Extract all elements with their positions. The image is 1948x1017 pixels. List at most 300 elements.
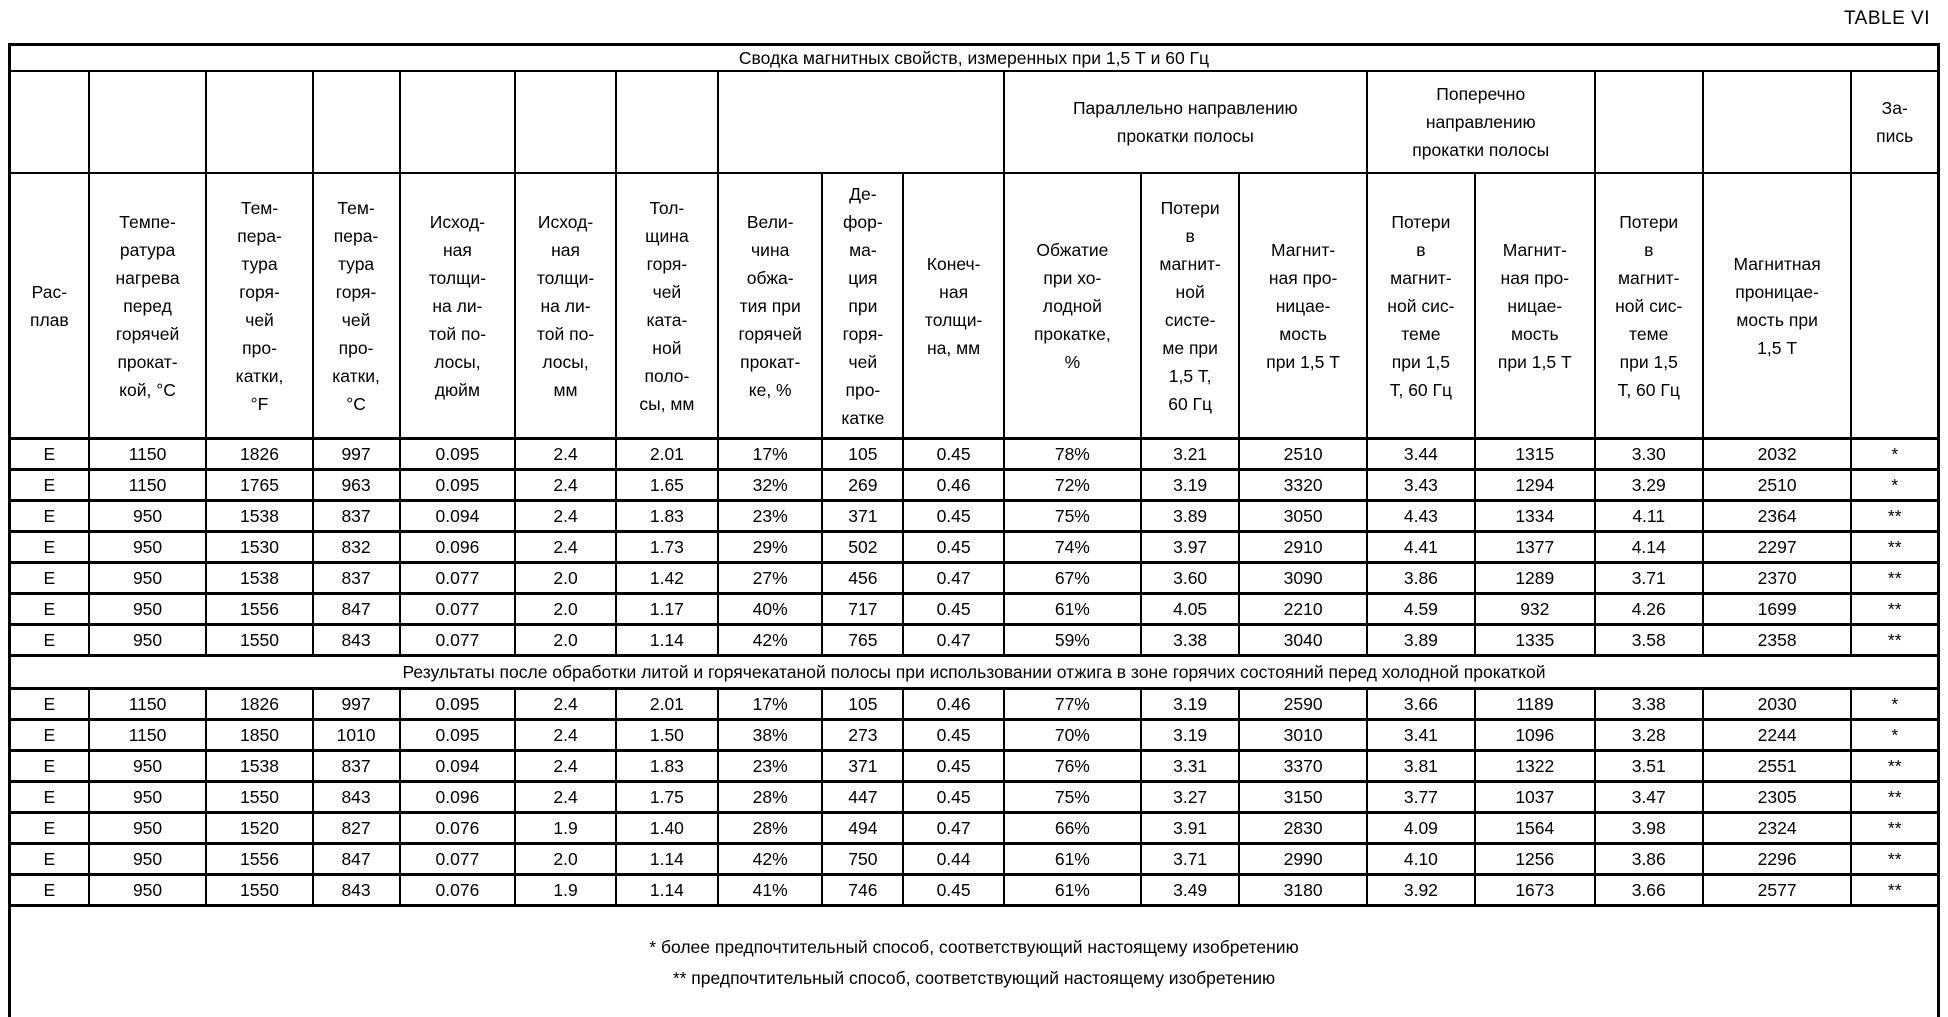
table-cell: * — [1851, 720, 1938, 751]
table-row — [10, 470, 1939, 501]
table-cell: 0.45 — [903, 751, 1003, 782]
table-cell: 269 — [822, 470, 903, 501]
table-cell: 1850 — [206, 720, 312, 751]
group-header-empty — [313, 71, 400, 173]
table-cell: 0.45 — [903, 439, 1003, 470]
table-cell: 1550 — [206, 625, 312, 656]
table-cell: 963 — [313, 470, 400, 501]
column-header: Тем- пера- тура горя- чей про- катки, °C — [313, 173, 400, 439]
table-cell: 3.31 — [1141, 751, 1239, 782]
table-cell: 837 — [313, 501, 400, 532]
table-row — [10, 720, 1939, 751]
table-cell: 0.47 — [903, 625, 1003, 656]
table-cell: 0.077 — [400, 563, 516, 594]
table-cell: 1538 — [206, 501, 312, 532]
table-cell: 3.38 — [1595, 689, 1703, 720]
table-cell: 2.4 — [515, 751, 615, 782]
table-cell: 0.077 — [400, 844, 516, 875]
table-cell: 3.44 — [1367, 439, 1475, 470]
group-header-parallel: Параллельно направлению прокатки полосы — [1004, 71, 1367, 173]
table-cell: 2324 — [1703, 813, 1852, 844]
column-header: Исход- ная толщи- на ли- той по- лосы, мм — [515, 173, 615, 439]
table-cell: 4.41 — [1367, 532, 1475, 563]
table-cell: 76% — [1004, 751, 1141, 782]
table-cell: 0.095 — [400, 470, 516, 501]
table-cell: 1150 — [89, 720, 207, 751]
table-cell: 950 — [89, 532, 207, 563]
column-header-empty — [1851, 173, 1938, 439]
table-cell: 950 — [89, 875, 207, 906]
table-cell: 1.9 — [515, 813, 615, 844]
table-cell: E — [10, 625, 89, 656]
table-cell: E — [10, 563, 89, 594]
table-cell: 0.46 — [903, 689, 1003, 720]
table-cell: 1.14 — [616, 844, 718, 875]
table-cell: E — [10, 532, 89, 563]
table-row — [10, 594, 1939, 625]
column-header: Тол- щина горя- чей ката- ной поло- сы, мм — [616, 173, 718, 439]
table-cell: 70% — [1004, 720, 1141, 751]
table-cell: 950 — [89, 844, 207, 875]
table-cell: 0.45 — [903, 720, 1003, 751]
table-cell: 1.42 — [616, 563, 718, 594]
table-cell: 2.01 — [616, 439, 718, 470]
table-cell: 4.05 — [1141, 594, 1239, 625]
column-header: Потери в магнит- ной сис- теме при 1,5 Т, 60 Гц — [1367, 173, 1475, 439]
table-cell: 40% — [718, 594, 822, 625]
table-cell: 2297 — [1703, 532, 1852, 563]
table-cell: 3.41 — [1367, 720, 1475, 751]
table-row — [10, 689, 1939, 720]
table-cell: 1826 — [206, 439, 312, 470]
table-cell: 3.86 — [1595, 844, 1703, 875]
table-cell: 0.45 — [903, 782, 1003, 813]
table-cell: 3.19 — [1141, 689, 1239, 720]
table-cell: 1294 — [1475, 470, 1595, 501]
table-cell: 3040 — [1239, 625, 1366, 656]
table-cell: 273 — [822, 720, 903, 751]
table-cell: E — [10, 689, 89, 720]
table-cell: E — [10, 594, 89, 625]
table-cell: 3.66 — [1595, 875, 1703, 906]
table-cell: 3.92 — [1367, 875, 1475, 906]
table-cell: 2.01 — [616, 689, 718, 720]
table-cell: ** — [1851, 625, 1938, 656]
table-cell: 75% — [1004, 501, 1141, 532]
table-cell: 42% — [718, 625, 822, 656]
table-cell: 67% — [1004, 563, 1141, 594]
table-cell: 1550 — [206, 782, 312, 813]
table-cell: 1550 — [206, 875, 312, 906]
table-row — [10, 563, 1939, 594]
table-cell: 2.4 — [515, 439, 615, 470]
table-cell: 2510 — [1703, 470, 1852, 501]
table-cell: 75% — [1004, 782, 1141, 813]
table-cell: 1564 — [1475, 813, 1595, 844]
table-cell: 371 — [822, 751, 903, 782]
table-cell: 1538 — [206, 751, 312, 782]
group-header-row — [10, 71, 1939, 173]
table-cell: 2.0 — [515, 563, 615, 594]
table-cell: 2030 — [1703, 689, 1852, 720]
table-cell: 17% — [718, 689, 822, 720]
footnote-more-preferred: * более предпочтительный способ, соответствующий настоящему изобретению — [649, 936, 1299, 957]
table-cell: 0.45 — [903, 532, 1003, 563]
table-cell: 41% — [718, 875, 822, 906]
table-cell: 3.77 — [1367, 782, 1475, 813]
table-cell: 0.096 — [400, 782, 516, 813]
table-cell: 66% — [1004, 813, 1141, 844]
table-cell: 3.19 — [1141, 470, 1239, 501]
table-cell: 1189 — [1475, 689, 1595, 720]
table-cell: 494 — [822, 813, 903, 844]
table-cell: 78% — [1004, 439, 1141, 470]
table-cell: 997 — [313, 439, 400, 470]
column-header: Тем- пера- тура горя- чей про- катки, °F — [206, 173, 312, 439]
table-cell: 61% — [1004, 875, 1141, 906]
group-header-empty — [1595, 71, 1703, 173]
table-cell: ** — [1851, 875, 1938, 906]
table-cell: 1150 — [89, 689, 207, 720]
table-cell: 3.97 — [1141, 532, 1239, 563]
table-cell: * — [1851, 689, 1938, 720]
group-header-record: За- пись — [1851, 71, 1938, 173]
table-cell: 2.4 — [515, 782, 615, 813]
table-cell: 950 — [89, 594, 207, 625]
table-cell: 3.38 — [1141, 625, 1239, 656]
table-cell: 4.09 — [1367, 813, 1475, 844]
magnetic-properties-table — [8, 43, 1940, 1017]
table-cell: 447 — [822, 782, 903, 813]
table-cell: 1.75 — [616, 782, 718, 813]
table-body — [10, 439, 1939, 906]
table-cell: 2551 — [1703, 751, 1852, 782]
table-cell: ** — [1851, 782, 1938, 813]
table-cell: 750 — [822, 844, 903, 875]
table-cell: ** — [1851, 844, 1938, 875]
table-row — [10, 439, 1939, 470]
table-cell: E — [10, 813, 89, 844]
table-cell: 3.91 — [1141, 813, 1239, 844]
table-cell: 1.40 — [616, 813, 718, 844]
table-cell: E — [10, 720, 89, 751]
table-cell: 847 — [313, 594, 400, 625]
table-cell: ** — [1851, 563, 1938, 594]
table-cell: 2.0 — [515, 594, 615, 625]
table-cell: 17% — [718, 439, 822, 470]
footnote-preferred: ** предпочтительный способ, соответствующий настоящему изобретению — [672, 968, 1276, 988]
table-cell: 843 — [313, 782, 400, 813]
table-cell: 3.98 — [1595, 813, 1703, 844]
table-cell: 1530 — [206, 532, 312, 563]
table-cell: 2244 — [1703, 720, 1852, 751]
table-cell: 1315 — [1475, 439, 1595, 470]
column-header: Вели- чина обжа- тия при горячей прокат- ке, % — [718, 173, 822, 439]
table-cell: E — [10, 439, 89, 470]
table-cell: 28% — [718, 782, 822, 813]
table-cell: 0.077 — [400, 625, 516, 656]
table-cell: 2305 — [1703, 782, 1852, 813]
table-cell: E — [10, 782, 89, 813]
column-header: Обжатие при хо- лодной прокатке, % — [1004, 173, 1141, 439]
table-cell: 3.19 — [1141, 720, 1239, 751]
group-header-transverse: Поперечно направлению прокатки полосы — [1367, 71, 1595, 173]
table-cell: 1.65 — [616, 470, 718, 501]
table-cell: 1.73 — [616, 532, 718, 563]
table-cell: 3.60 — [1141, 563, 1239, 594]
table-cell: 38% — [718, 720, 822, 751]
table-cell: 0.47 — [903, 563, 1003, 594]
table-cell: 0.077 — [400, 594, 516, 625]
table-cell: 2364 — [1703, 501, 1852, 532]
group-header-empty — [1703, 71, 1852, 173]
table-row — [10, 813, 1939, 844]
table-cell: 2.4 — [515, 532, 615, 563]
table-cell: 2510 — [1239, 439, 1366, 470]
table-cell: 843 — [313, 875, 400, 906]
table-cell: 3010 — [1239, 720, 1366, 751]
table-cell: 3.21 — [1141, 439, 1239, 470]
table-cell: 950 — [89, 782, 207, 813]
table-number-label: TABLE VI — [1843, 8, 1930, 29]
table-cell: 1.83 — [616, 501, 718, 532]
table-cell: E — [10, 875, 89, 906]
table-cell: 1.14 — [616, 625, 718, 656]
table-row — [10, 532, 1939, 563]
table-cell: 3.81 — [1367, 751, 1475, 782]
table-cell: E — [10, 470, 89, 501]
table-cell: 3.89 — [1367, 625, 1475, 656]
group-header-empty — [718, 71, 1004, 173]
table-cell: 0.094 — [400, 501, 516, 532]
table-cell: 3.71 — [1595, 563, 1703, 594]
table-cell: 3.47 — [1595, 782, 1703, 813]
column-header: Магнит- ная про- ницае- мость при 1,5 Т — [1239, 173, 1366, 439]
column-header: Магнит- ная про- ницае- мость при 1,5 Т — [1475, 173, 1595, 439]
table-cell: 950 — [89, 813, 207, 844]
table-cell: 3.49 — [1141, 875, 1239, 906]
table-cell: 42% — [718, 844, 822, 875]
table-cell: 1010 — [313, 720, 400, 751]
table-cell: 3.86 — [1367, 563, 1475, 594]
group-header-empty — [89, 71, 207, 173]
table-cell: 2358 — [1703, 625, 1852, 656]
table-cell: 32% — [718, 470, 822, 501]
table-cell: 1538 — [206, 563, 312, 594]
table-cell: 2.4 — [515, 501, 615, 532]
table-cell: 765 — [822, 625, 903, 656]
table-cell: 74% — [1004, 532, 1141, 563]
table-cell: 59% — [1004, 625, 1141, 656]
table-cell: 3050 — [1239, 501, 1366, 532]
table-cell: 2032 — [1703, 439, 1852, 470]
table-cell: 1765 — [206, 470, 312, 501]
table-cell: 0.46 — [903, 470, 1003, 501]
column-header-row — [10, 173, 1939, 439]
group-header-empty — [400, 71, 516, 173]
table-cell: 3370 — [1239, 751, 1366, 782]
table-cell: * — [1851, 470, 1938, 501]
table-cell: 1.50 — [616, 720, 718, 751]
table-cell: 1096 — [1475, 720, 1595, 751]
table-cell: 0.076 — [400, 875, 516, 906]
table-cell: 932 — [1475, 594, 1595, 625]
table-cell: 105 — [822, 439, 903, 470]
table-cell: 1.83 — [616, 751, 718, 782]
table-cell: 3.28 — [1595, 720, 1703, 751]
table-cell: 2577 — [1703, 875, 1852, 906]
table-cell: 0.095 — [400, 720, 516, 751]
table-cell: 837 — [313, 751, 400, 782]
table-row — [10, 501, 1939, 532]
table-cell: 502 — [822, 532, 903, 563]
table-cell: 0.44 — [903, 844, 1003, 875]
table-cell: 2910 — [1239, 532, 1366, 563]
column-header: Потери в магнит- ной сис- теме при 1,5 Т, 60 Гц — [1595, 173, 1703, 439]
table-cell: 1322 — [1475, 751, 1595, 782]
table-cell: ** — [1851, 813, 1938, 844]
table-cell: 0.45 — [903, 594, 1003, 625]
table-cell: 3.27 — [1141, 782, 1239, 813]
table-cell: 2.0 — [515, 625, 615, 656]
table-cell: 1.17 — [616, 594, 718, 625]
table-cell: 2370 — [1703, 563, 1852, 594]
table-cell: 0.47 — [903, 813, 1003, 844]
table-cell: 1334 — [1475, 501, 1595, 532]
table-row — [10, 782, 1939, 813]
table-cell: 2830 — [1239, 813, 1366, 844]
table-cell: 1.14 — [616, 875, 718, 906]
table-cell: 1256 — [1475, 844, 1595, 875]
table-row — [10, 751, 1939, 782]
column-header: Де- фор- ма- ция при горя- чей про- катке — [822, 173, 903, 439]
footnotes — [10, 906, 1939, 1017]
table-cell: E — [10, 501, 89, 532]
section-header-row — [10, 656, 1939, 689]
table-cell: 105 — [822, 689, 903, 720]
table-cell: ** — [1851, 532, 1938, 563]
column-header: Потери в магнит- ной систе- ме при 1,5 Т, 60 Гц — [1141, 173, 1239, 439]
table-cell: 3.71 — [1141, 844, 1239, 875]
table-cell: 27% — [718, 563, 822, 594]
table-cell: 3.66 — [1367, 689, 1475, 720]
table-cell: 3.43 — [1367, 470, 1475, 501]
table-cell: 950 — [89, 501, 207, 532]
table-cell: ** — [1851, 501, 1938, 532]
section-label: Результаты после обработки литой и горячекатаной полосы при использовании отжига в зоне горячих состояний перед холодной прокаткой — [10, 656, 1939, 689]
table-cell: ** — [1851, 594, 1938, 625]
group-header-empty — [616, 71, 718, 173]
table-cell: 837 — [313, 563, 400, 594]
column-header: Магнитная проницае- мость при 1,5 Т — [1703, 173, 1852, 439]
table-cell: 61% — [1004, 844, 1141, 875]
table-cell: 1.9 — [515, 875, 615, 906]
table-cell: 1289 — [1475, 563, 1595, 594]
footnote-row — [10, 906, 1939, 1017]
table-cell: 3320 — [1239, 470, 1366, 501]
table-cell: 23% — [718, 501, 822, 532]
column-header: Рас- плав — [10, 173, 89, 439]
table-title: Сводка магнитных свойств, измеренных при 1,5 Т и 60 Гц — [10, 45, 1939, 72]
table-cell: 847 — [313, 844, 400, 875]
table-cell: 3150 — [1239, 782, 1366, 813]
table-cell: 4.26 — [1595, 594, 1703, 625]
table-cell: 1556 — [206, 844, 312, 875]
table-cell: 2.0 — [515, 844, 615, 875]
table-cell: 4.10 — [1367, 844, 1475, 875]
table-cell: 61% — [1004, 594, 1141, 625]
table-cell: 72% — [1004, 470, 1141, 501]
table-cell: 1150 — [89, 470, 207, 501]
table-title-row — [10, 45, 1939, 72]
table-cell: 1150 — [89, 439, 207, 470]
table-cell: 0.094 — [400, 751, 516, 782]
table-cell: 0.095 — [400, 439, 516, 470]
table-cell: 0.096 — [400, 532, 516, 563]
table-cell: 371 — [822, 501, 903, 532]
table-cell: 0.076 — [400, 813, 516, 844]
table-cell: 28% — [718, 813, 822, 844]
table-cell: ** — [1851, 751, 1938, 782]
table-cell: 4.43 — [1367, 501, 1475, 532]
table-cell: 2296 — [1703, 844, 1852, 875]
column-header: Конеч- ная толщи- на, мм — [903, 173, 1003, 439]
table-cell: E — [10, 751, 89, 782]
table-cell: 1520 — [206, 813, 312, 844]
table-cell: 2990 — [1239, 844, 1366, 875]
table-cell: 950 — [89, 625, 207, 656]
table-cell: 0.45 — [903, 501, 1003, 532]
table-cell: 23% — [718, 751, 822, 782]
table-cell: 1556 — [206, 594, 312, 625]
group-header-empty — [515, 71, 615, 173]
table-cell: 77% — [1004, 689, 1141, 720]
group-header-empty — [10, 71, 89, 173]
table-cell: 2210 — [1239, 594, 1366, 625]
table-cell: 1699 — [1703, 594, 1852, 625]
table-cell: 717 — [822, 594, 903, 625]
table-cell: 4.11 — [1595, 501, 1703, 532]
table-cell: 1673 — [1475, 875, 1595, 906]
table-cell: 0.095 — [400, 689, 516, 720]
table-row — [10, 844, 1939, 875]
table-cell: 1037 — [1475, 782, 1595, 813]
table-cell: 1377 — [1475, 532, 1595, 563]
table-cell: 950 — [89, 751, 207, 782]
table-cell: 2.4 — [515, 720, 615, 751]
table-cell: 3.58 — [1595, 625, 1703, 656]
table-cell: 1335 — [1475, 625, 1595, 656]
table-cell: 2.4 — [515, 689, 615, 720]
table-row — [10, 875, 1939, 906]
table-row — [10, 625, 1939, 656]
table-cell: 29% — [718, 532, 822, 563]
table-cell: 3.89 — [1141, 501, 1239, 532]
table-cell: 1826 — [206, 689, 312, 720]
table-cell: 3.29 — [1595, 470, 1703, 501]
table-cell: 3.51 — [1595, 751, 1703, 782]
table-cell: 832 — [313, 532, 400, 563]
table-cell: 997 — [313, 689, 400, 720]
table-cell: 3090 — [1239, 563, 1366, 594]
table-cell: 2.4 — [515, 470, 615, 501]
table-cell: 827 — [313, 813, 400, 844]
table-cell: 456 — [822, 563, 903, 594]
table-cell: E — [10, 844, 89, 875]
table-cell: 2590 — [1239, 689, 1366, 720]
table-cell: 4.59 — [1367, 594, 1475, 625]
table-cell: 843 — [313, 625, 400, 656]
